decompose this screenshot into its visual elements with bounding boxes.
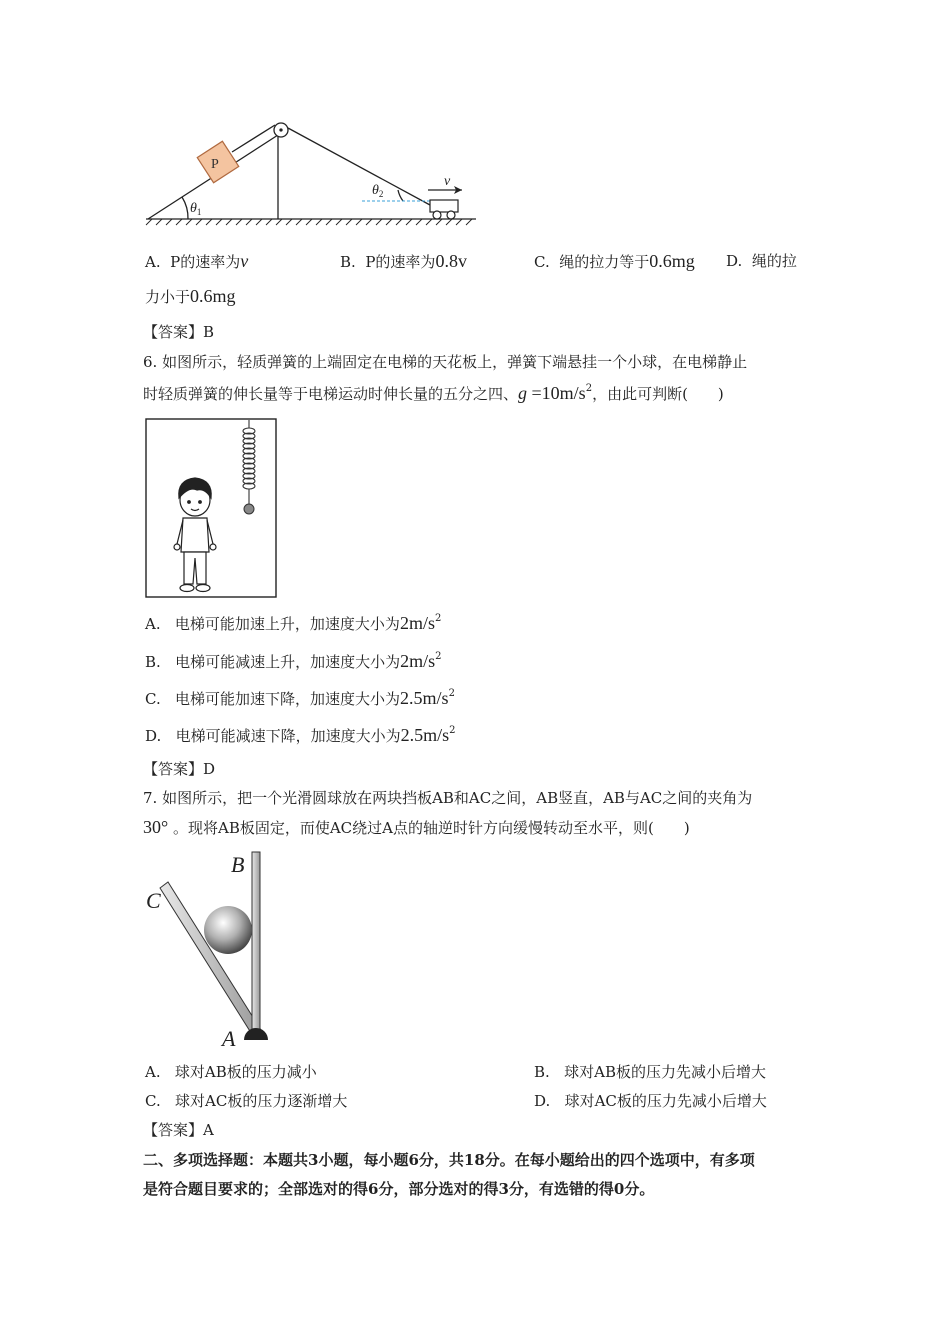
q5-option-b — [340, 251, 467, 272]
option-prefix: B. — [145, 653, 161, 671]
option-math: 0.6mg — [649, 251, 695, 271]
q7-option-a — [145, 1062, 317, 1082]
option-prefix: C. — [534, 253, 550, 271]
q5-answer: 【答案】B — [143, 323, 215, 341]
label-c: C — [146, 888, 161, 913]
q6-option-b — [145, 651, 442, 672]
q6-answer: 【答案】D — [143, 760, 216, 778]
option-text: 电梯可能减速下降，加速度大小为 — [175, 727, 401, 745]
section2-line1: 二、多项选择题：本题共3小题，每小题6分，共18分。在每小题给出的四个选项中，有多项 — [143, 1151, 755, 1169]
option-text: 绳的拉 — [751, 252, 797, 270]
svg-text:θ2 — [372, 183, 383, 199]
section2-line2: 是符合题目要求的；全部选对的得6分，部分选对的得3分，有选错的得0分。 — [143, 1180, 655, 1198]
velocity-label: v — [444, 174, 451, 189]
q6-option-a — [145, 613, 441, 634]
q6-stem-line1: 6. 如图所示，轻质弹簧的上端固定在电梯的天花板上，弹簧下端悬挂一个小球，在电梯静止 — [143, 353, 748, 371]
q7-angle: 30° — [143, 817, 169, 837]
pulley-incline-figure — [140, 112, 485, 227]
q6-stem-sup: 2 — [585, 383, 593, 394]
option-prefix: B. — [340, 253, 356, 271]
option-math: 0.8v — [435, 251, 467, 271]
option-math: 0.6mg — [190, 286, 236, 306]
q7-stem-text: 。现将AB板固定，而使AC绕过A点的轴逆时针方向缓慢转动至水平，则( ) — [172, 819, 690, 837]
option-prefix: A. — [145, 1063, 161, 1081]
option-prefix: A. — [145, 253, 161, 271]
option-value: 2.5m/s — [400, 725, 450, 745]
option-sup: 2 — [448, 688, 455, 699]
q6-option-d — [145, 725, 455, 746]
option-prefix: D. — [145, 727, 162, 745]
option-text: P的速率为 — [365, 253, 436, 271]
q7-option-c — [145, 1091, 347, 1111]
q5-option-c — [534, 251, 695, 272]
theta2-label: θ — [372, 183, 379, 198]
option-text: 力小于 — [145, 288, 191, 306]
option-text: 球对AC板的压力先减小后增大 — [564, 1092, 767, 1110]
block-label: P — [211, 157, 219, 172]
label-a: A — [222, 1026, 236, 1048]
cart — [430, 200, 458, 219]
option-value: 2.5m/s — [400, 688, 449, 708]
option-prefix: A. — [145, 615, 161, 633]
q7-stem-line1: 7. 如图所示，把一个光滑圆球放在两块挡板AB和AC之间，AB竖直，AB与AC之间的夹角为 — [143, 789, 753, 807]
option-prefix: D. — [534, 1092, 551, 1110]
q6-stem-math: g =10m/s — [518, 383, 586, 403]
option-prefix: B. — [534, 1063, 550, 1081]
q6-stem-end: ，由此可判断( ) — [592, 385, 724, 403]
option-sup: 2 — [434, 613, 442, 624]
theta2-sub: 2 — [378, 189, 384, 199]
board-ac — [160, 882, 261, 1036]
theta1-label: θ — [190, 201, 197, 216]
option-sup: 2 — [435, 651, 442, 662]
q6-option-c — [145, 688, 455, 709]
q7-option-b — [534, 1062, 766, 1082]
pivot — [244, 1028, 268, 1040]
option-value: 2m/s — [399, 613, 435, 633]
label-b: B — [231, 852, 245, 877]
option-text: 球对AB板的压力先减小后增大 — [564, 1063, 766, 1081]
option-sup: 2 — [449, 725, 456, 736]
q6-stem-text: 时轻质弹簧的伸长量等于电梯运动时伸长量的五分之四、 — [143, 385, 519, 403]
q7-stem-line2 — [143, 817, 690, 838]
q6-stem-line2 — [143, 383, 724, 404]
option-value: 2m/s — [400, 651, 436, 671]
ball-boards-figure — [140, 848, 280, 1048]
ball — [204, 906, 252, 954]
q6-g-value: =10m/s — [531, 383, 586, 403]
option-text: 球对AB板的压力减小 — [174, 1063, 317, 1081]
board-ab — [252, 852, 260, 1036]
elevator-spring-figure — [145, 418, 279, 600]
q5-option-d — [726, 251, 797, 271]
option-prefix: C. — [145, 1092, 161, 1110]
option-text: 电梯可能加速上升，加速度大小为 — [174, 615, 400, 633]
q5-option-d-cont — [145, 286, 236, 307]
option-prefix: D. — [726, 252, 743, 270]
option-text: 绳的拉力等于 — [559, 253, 650, 271]
hanging-ball — [244, 504, 254, 514]
q5-option-a — [145, 251, 248, 272]
option-text: 球对AC板的压力逐渐增大 — [175, 1092, 348, 1110]
option-math: v — [240, 251, 249, 271]
svg-text:θ1 — [190, 201, 201, 217]
option-text: 电梯可能加速下降，加速度大小为 — [175, 690, 401, 708]
option-text: 电梯可能减速上升，加速度大小为 — [175, 653, 401, 671]
option-prefix: C. — [145, 690, 161, 708]
option-text: P的速率为 — [170, 253, 241, 271]
q7-option-d — [534, 1091, 767, 1111]
q7-answer: 【答案】A — [143, 1121, 214, 1139]
theta1-sub: 1 — [196, 207, 202, 217]
